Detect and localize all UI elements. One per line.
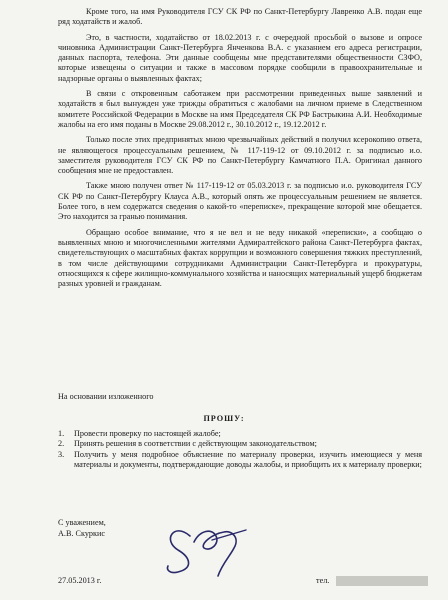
request-text: Принять решения в соответствии с действующим законодательством; <box>74 439 317 449</box>
paragraph: Также мною получен ответ № 117-119-12 от 05.03.2013 г. за подписью и.о. руководителя ГСУ СК РФ по Санкт-Петербургу Клауса А.В., который опять же процессуальным решением не является. Более того, в нем содержатся сведения о какой-то «переписке», прекращение которой мне обещается. Это находится за гранью понимания. <box>58 181 422 222</box>
letter-body <box>58 7 422 294</box>
telephone-label: тел. <box>316 576 330 585</box>
request-text: Получить у меня подробное объяснение по материалу проверки, изучить имеющиеся у меня материалы и документы, подтверждающие доводы жалобы, и приобщить их к материалу проверки; <box>74 449 422 469</box>
request-number: 2. <box>58 439 65 449</box>
letter-date: 27.05.2013 г. <box>58 576 102 585</box>
signatory-name: А.В. Скуркис <box>58 529 106 538</box>
paragraph: Только после этих предпринятых мною чрезвычайных действий я получил ксерокопию ответа, не являющегося процессуальным решением, № 117-119-12 от 09.10.2012 г. за подписью и.о. заместителя руководителя ГСУ СК РФ по Санкт-Петербургу Камчатного П.А. Оригинал данного сообщения мне не предоставлен. <box>58 135 422 176</box>
request-list <box>58 429 422 470</box>
basis-line: На основании изложенного <box>58 392 154 401</box>
handwritten-signature <box>160 512 260 578</box>
request-item <box>58 450 422 471</box>
closing-salutation: С уважением, <box>58 518 106 527</box>
redacted-telephone <box>336 576 428 586</box>
paragraph: В связи с откровенным саботажем при рассмотрении приведенных выше заявлений и ходатайств я был вынужден уже трижды обратиться с жалобами на личном приеме в Следственном комитете Российской Федерации в Москве на имя Председателя СК РФ Бастрыкина А.И. Необходимые жалобы на его имя поданы в Москве 29.08.2012 г., 30.10.2012 г., 19.12.2012 г. <box>58 89 422 129</box>
request-item <box>58 429 422 439</box>
request-item <box>58 439 422 449</box>
paragraph: Обращаю особое внимание, что я не вел и не веду никакой «переписки», а сообщаю о выявленных мною и многочисленными жителями Адмиралтейского района Санкт-Петербурга фактах, свидетельствующих о масштабных фактах коррупции и возможного совершения тяжких преступлений, в том числе действующими сотрудниками Администрации Санкт-Петербурга и прокуратуры, относящихся к сфере жилищно-коммунального хозяйства и наносящих материальный ущерб бюджетам разных уровней и гражданам. <box>58 227 422 289</box>
paragraph: Кроме того, на имя Руководителя ГСУ СК РФ по Санкт-Петербургу Лавренко А.В. подан еще ряд ходатайств и жалоб. <box>58 7 422 27</box>
paragraph: Это, в частности, ходатайство от 18.02.2013 г. с очередной просьбой о вызове и опросе чиновника Администрации Санкт-Петербурга Янченкова В.А. с указанием его адреса регистрации, данных паспорта, телефона. Эти данные сообщены мне представителями общественности СЗФО, которые извещены о ситуации и также в массовом порядке сообщили в правоохранительные и надзорные органы о выявленных фактах; <box>58 32 422 83</box>
request-number: 3. <box>58 449 65 459</box>
request-number: 1. <box>58 429 65 438</box>
request-heading: ПРОШУ: <box>203 414 245 423</box>
request-text: Провести проверку по настоящей жалобе; <box>74 429 221 438</box>
